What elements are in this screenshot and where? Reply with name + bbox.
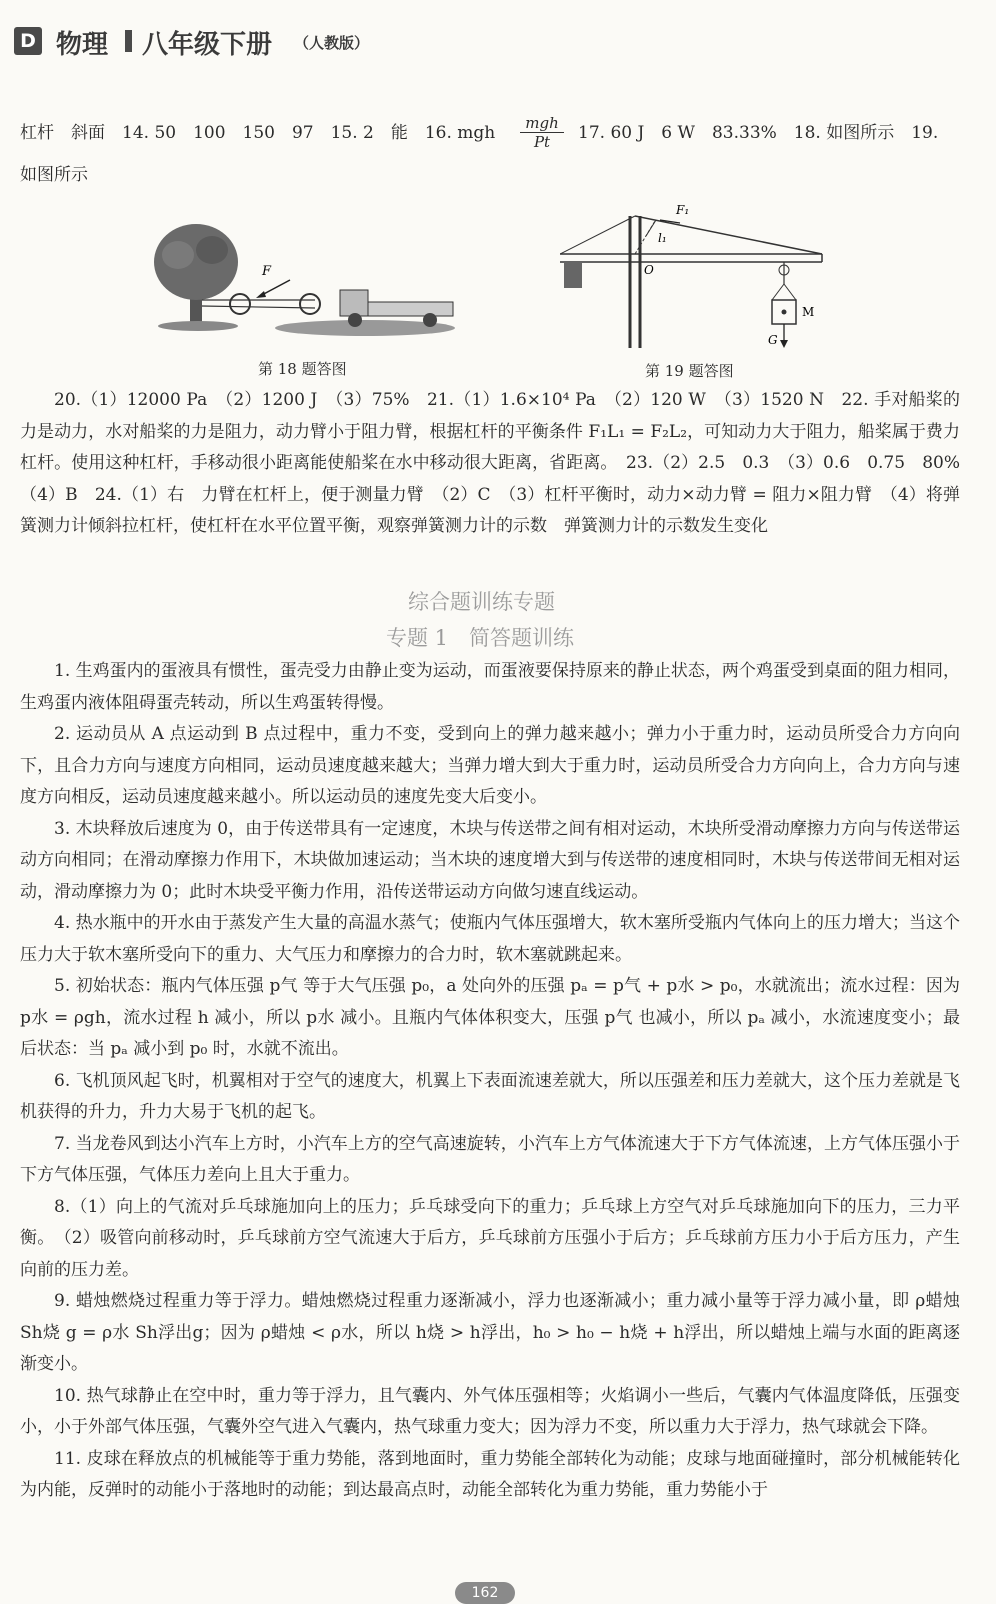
label-g: G [768, 333, 778, 347]
fraction-numerator: mgh [520, 114, 564, 133]
answer-item-2: 2. 运动员从 A 点运动到 B 点过程中，重力不变，受到向上的弹力越来越小；弹力小于重力时，运动员所受合力方向向下，且合力方向与速度方向相同，运动员速度越来越大；当弹力增大到大于重力时，运动员所受合力方向向上，合力方向与速度方向相反，运动员速度越来越小。所以运动员的速度先变大后变小。 [20, 724, 960, 807]
figure-19-diagram [560, 196, 830, 356]
arrow-head [256, 291, 266, 298]
figure-19-caption: 第 19 题答图 [645, 362, 734, 380]
answer-item-11: 11. 皮球在释放点的机械能等于重力势能，落到地面时，重力势能全部转化为动能；皮球与地面碰撞时，部分机械能转化为内能，反弹时的动能小于落地时的动能；到达最高点时，动能全部转化为重力势能，重力势能小于 [20, 1448, 960, 1500]
grade-title: 八年级下册 [142, 30, 273, 60]
answer-line-1-text: 杠杆 斜面 14. 50 100 150 97 15. 2 能 16. mgh [20, 123, 496, 143]
ground-shadow [158, 321, 238, 331]
answer-item-1: 1. 生鸡蛋内的蛋液具有惯性，蛋壳受力由静止变为运动，而蛋液要保持原来的静止状态，两个鸡蛋受到桌面的阻力相同，生鸡蛋内液体阻碍蛋壳转动，所以生鸡蛋转得慢。 [20, 661, 960, 713]
answer-item-9: 9. 蜡烛燃烧过程重力等于浮力。蜡烛燃烧过程重力逐渐减小，浮力也逐渐减小；重力减小量等于浮力减小量，即 ρ蜡烛Sh烧 g = ρ水 Sh浮出g；因为 ρ蜡烛 < ρ水，所以 h烧 > h浮出，h₀ > h₀ − h烧 + h浮出，所以蜡烛上端与水面的距离逐渐变小。 [20, 1291, 960, 1374]
header-divider [125, 30, 132, 52]
answer-line-2 [20, 164, 88, 186]
label-m: M [802, 305, 815, 319]
arm-l1 [646, 220, 656, 236]
subject-title: 物理 [56, 30, 109, 60]
truck-cab [340, 290, 368, 316]
answer-item-3: 3. 木块释放后速度为 0，由于传送带具有一定速度，木块与传送带之间有相对运动，木块所受滑动摩擦力方向与传送带运动方向相同；在滑动摩擦力作用下，木块做加速运动；当木块的速度增大到与传送带的速度相同时，木块与传送带间无相对运动，滑动摩擦力为 0；此时木块受平衡力作用，沿传送带运动方向做匀速直线运动。 [20, 818, 960, 902]
figure-18-diagram [150, 220, 460, 345]
sling-right [784, 284, 796, 300]
answers-20-24 [20, 385, 977, 543]
label-f1: F₁ [676, 203, 690, 217]
fraction-mgh-pt [520, 114, 564, 151]
answer-item-4: 4. 热水瓶中的开水由于蒸发产生大量的高温水蒸气；使瓶内气体压强增大，软木塞所受瓶内气体向上的压力增大；当这个压力大于软木塞所受向下的重力、大气压力和摩擦力的合力时，软木塞就跳起来。 [20, 913, 960, 965]
load-center [782, 310, 787, 315]
force-label-f: F [262, 264, 272, 279]
truck-wheel [348, 313, 362, 327]
book-badge: D [14, 27, 42, 55]
fraction-denominator: Pt [533, 133, 551, 151]
crane-back-cable [560, 216, 635, 254]
section-title: 综合题训练专题 [408, 590, 555, 614]
pulley-2 [300, 294, 320, 314]
tree-crown-part [162, 241, 194, 269]
page-number: 162 [455, 1582, 515, 1604]
answer-items [20, 656, 960, 1507]
answer-item-5: 5. 初始状态：瓶内气体压强 p气 等于大气压强 p₀，a 处向外的压强 pₐ = p气 + p水 > p₀，水就流出；流水过程：因为 p水 = ρgh，流水过程 h 减小，所以 p水 减小。且瓶内气体体积变大，压强 p气 也减小，所以 pₐ 减小，水流速度变小；最后状态：当 pₐ 减小到 p₀ 时，水就不流出。 [20, 976, 960, 1059]
label-o: O [644, 263, 654, 277]
section-subtitle: 专题 1 简答题训练 [386, 626, 575, 650]
truck-bed [368, 302, 453, 316]
truck-wheel [423, 313, 437, 327]
pulley-1 [230, 294, 250, 314]
answer-item-10: 10. 热气球静止在空中时，重力等于浮力，且气囊内、外气体压强相等；火焰调小一些后，气囊内气体温度降低，压强变小，小于外部气体压强，气囊外空气进入气囊内，热气球重力变大；因为浮力不变，所以重力大于浮力，热气球就会下降。 [20, 1385, 960, 1437]
answer-item-6: 6. 飞机顶风起飞时，机翼相对于空气的速度大，机翼上下表面流速差就大，所以压强差和压力差就大，这个压力差就是飞机获得的升力，升力大易于飞机的起飞。 [20, 1070, 960, 1122]
answer-line-1-tail [578, 122, 938, 144]
answer-line-1-tail-text: 17. 60 J 6 W 83.33% 18. 如图所示 19. [578, 123, 939, 143]
answers-20-24-text: 20.（1）12000 Pa （2）1200 J （3）75% 21.（1）1.6×10⁴ Pa （2）120 W （3）1520 N 22. 手对船桨的力是动力，水对船桨的力是阻力，动力臂小于阻力臂，根据杠杆的平衡条件 F₁L₁ = F₂L₂，可知动力大于阻力，船桨属于费力杠杆。使用这种杠杆，手移动很小距离能使船桨在水中移动很大距离，省距离。 23.（2）2.5 0.3 （3）0.6 0.75 80% （4）B 24.（1）右 力臂在杠杆上，便于测量力臂 （2）C （3）杠杆平衡时，动力×动力臂 = 阻力×阻力臂 （4）将弹簧测力计倾斜拉杠杆，使杠杆在水平位置平衡，观察弹簧测力计的示数 弹簧测力计的示数发生变化 [20, 390, 977, 536]
counterweight [564, 262, 582, 288]
answer-line-2-text: 如图所示 [20, 165, 88, 185]
label-l1: l₁ [658, 231, 667, 245]
answer-line-1 [20, 122, 495, 144]
edition-label: （人教版） [294, 34, 370, 52]
page-header [0, 0, 996, 80]
rope [202, 306, 315, 308]
answer-item-7: 7. 当龙卷风到达小汽车上方时，小汽车上方的空气高速旋转，小汽车上方气体流速大于下方气体流速，上方气体压强小于下方气体压强，气体压力差向上且大于重力。 [20, 1133, 960, 1185]
gravity-arrow-head [780, 340, 788, 348]
answer-item-8: 8.（1）向上的气流对乒乓球施加向上的压力；乒乓球受向下的重力；乒乓球上方空气对乒乓球施加向下的压力，三力平衡。 （2）吸管向前移动时，乒乓球前方空气流速大于后方，乒乓球前方压强小于后方；乒乓球前方压力小于后方压力，产生向前的压力差。 [20, 1196, 960, 1280]
figure-18-caption: 第 18 题答图 [258, 360, 347, 378]
sling-left [772, 284, 784, 300]
tree-crown-part [196, 236, 228, 264]
